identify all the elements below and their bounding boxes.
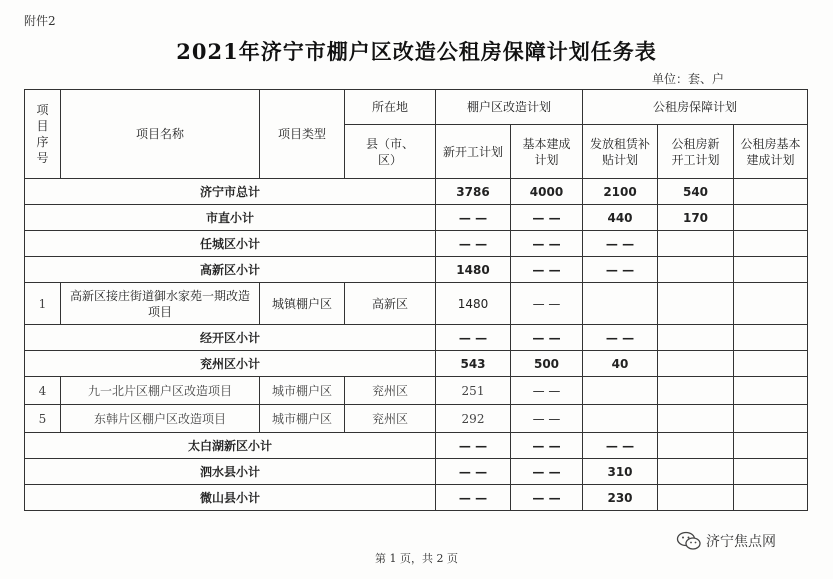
header-basic-complete: 基本建成计划	[511, 125, 583, 179]
cell-basic-complete: — —	[511, 231, 583, 257]
cell-basic-complete: 500	[511, 351, 583, 377]
row-label: 经开区小计	[25, 325, 436, 351]
cell-housing-new-start	[658, 257, 734, 283]
cell-new-start: 1480	[436, 257, 511, 283]
cell-housing-new-start	[658, 459, 734, 485]
cell-housing-basic	[734, 257, 808, 283]
row-label: 泗水县小计	[25, 459, 436, 485]
cell-basic-complete: — —	[511, 485, 583, 511]
cell-housing-new-start	[658, 351, 734, 377]
cell-basic-complete: — —	[511, 405, 583, 433]
row-label: 济宁市总计	[25, 179, 436, 205]
cell-housing-basic	[734, 179, 808, 205]
cell-housing-new-start	[658, 231, 734, 257]
cell-project-type: 城市棚户区	[260, 405, 345, 433]
cell-basic-complete: — —	[511, 433, 583, 459]
cell-project-name: 东韩片区棚户区改造项目	[61, 405, 260, 433]
row-label: 高新区小计	[25, 257, 436, 283]
table-row	[25, 377, 808, 405]
table-row	[25, 433, 808, 459]
cell-rent-subsidy: 2100	[583, 179, 658, 205]
table-row	[25, 351, 808, 377]
header-rent-subsidy: 发放租赁补贴计划	[583, 125, 658, 179]
page-title: 2021年济宁市棚户区改造公租房保障计划任务表	[176, 39, 657, 64]
cell-county: 兖州区	[345, 405, 436, 433]
cell-housing-new-start	[658, 377, 734, 405]
page-footer: 第 1 页，共 2 页	[375, 552, 458, 565]
attachment-label: 附件2	[24, 14, 56, 28]
cell-housing-basic	[734, 433, 808, 459]
header-seq: 项目序号	[25, 90, 61, 179]
cell-housing-new-start: 170	[658, 205, 734, 231]
header-county: 县（市、区）	[345, 125, 436, 179]
cell-project-name: 高新区接庄街道御水家苑一期改造项目	[61, 283, 260, 325]
cell-rent-subsidy	[583, 283, 658, 325]
cell-new-start: — —	[436, 485, 511, 511]
cell-new-start: — —	[436, 205, 511, 231]
cell-new-start: 251	[436, 377, 511, 405]
plan-table	[24, 89, 808, 511]
cell-project-name: 九一北片区棚户区改造项目	[61, 377, 260, 405]
cell-new-start: — —	[436, 325, 511, 351]
cell-basic-complete: 4000	[511, 179, 583, 205]
cell-county: 兖州区	[345, 377, 436, 405]
cell-housing-new-start	[658, 283, 734, 325]
row-label: 微山县小计	[25, 485, 436, 511]
cell-housing-new-start: 540	[658, 179, 734, 205]
table-row	[25, 325, 808, 351]
cell-basic-complete: — —	[511, 257, 583, 283]
cell-rent-subsidy: — —	[583, 257, 658, 283]
cell-basic-complete: — —	[511, 459, 583, 485]
header-housing-new-start: 公租房新开工计划	[658, 125, 734, 179]
cell-new-start: — —	[436, 231, 511, 257]
row-label: 兖州区小计	[25, 351, 436, 377]
row-label: 市直小计	[25, 205, 436, 231]
cell-rent-subsidy: 230	[583, 485, 658, 511]
header-type: 项目类型	[260, 90, 345, 179]
cell-seq: 5	[25, 405, 61, 433]
cell-rent-subsidy: — —	[583, 231, 658, 257]
header-shantytown-plan: 棚户区改造计划	[436, 90, 583, 125]
cell-housing-basic	[734, 485, 808, 511]
cell-rent-subsidy	[583, 405, 658, 433]
header-housing-basic-complete: 公租房基本建成计划	[734, 125, 808, 179]
cell-housing-basic	[734, 405, 808, 433]
row-label: 任城区小计	[25, 231, 436, 257]
header-new-start: 新开工计划	[436, 125, 511, 179]
cell-rent-subsidy: — —	[583, 325, 658, 351]
cell-basic-complete: — —	[511, 325, 583, 351]
cell-housing-basic	[734, 325, 808, 351]
table-row	[25, 459, 808, 485]
table-row	[25, 485, 808, 511]
cell-basic-complete: — —	[511, 283, 583, 325]
cell-rent-subsidy: 310	[583, 459, 658, 485]
wechat-icon	[676, 531, 702, 551]
cell-project-type: 城市棚户区	[260, 377, 345, 405]
cell-project-type: 城镇棚户区	[260, 283, 345, 325]
cell-rent-subsidy	[583, 377, 658, 405]
table-row	[25, 179, 808, 205]
cell-seq: 4	[25, 377, 61, 405]
cell-basic-complete: — —	[511, 205, 583, 231]
row-label: 太白湖新区小计	[25, 433, 436, 459]
cell-housing-new-start	[658, 405, 734, 433]
table-row	[25, 205, 808, 231]
cell-housing-new-start	[658, 485, 734, 511]
watermark	[676, 531, 776, 551]
cell-housing-basic	[734, 459, 808, 485]
cell-housing-basic	[734, 205, 808, 231]
cell-housing-basic	[734, 377, 808, 405]
cell-seq: 1	[25, 283, 61, 325]
table-row	[25, 257, 808, 283]
watermark-text: 济宁焦点网	[706, 534, 776, 550]
table-row	[25, 283, 808, 325]
table-row	[25, 231, 808, 257]
cell-new-start: — —	[436, 433, 511, 459]
cell-new-start: 3786	[436, 179, 511, 205]
table-row	[25, 405, 808, 433]
cell-new-start: 543	[436, 351, 511, 377]
cell-housing-basic	[734, 283, 808, 325]
cell-housing-basic	[734, 351, 808, 377]
cell-new-start: 292	[436, 405, 511, 433]
cell-new-start: — —	[436, 459, 511, 485]
cell-new-start: 1480	[436, 283, 511, 325]
unit-label: 单位：套、户	[652, 72, 725, 86]
cell-housing-new-start	[658, 325, 734, 351]
cell-basic-complete: — —	[511, 377, 583, 405]
cell-rent-subsidy: 440	[583, 205, 658, 231]
cell-housing-basic	[734, 231, 808, 257]
cell-county: 高新区	[345, 283, 436, 325]
header-name: 项目名称	[61, 90, 260, 179]
header-housing-plan: 公租房保障计划	[583, 90, 808, 125]
cell-rent-subsidy: 40	[583, 351, 658, 377]
header-location: 所在地	[345, 90, 436, 125]
cell-housing-new-start	[658, 433, 734, 459]
cell-rent-subsidy: — —	[583, 433, 658, 459]
